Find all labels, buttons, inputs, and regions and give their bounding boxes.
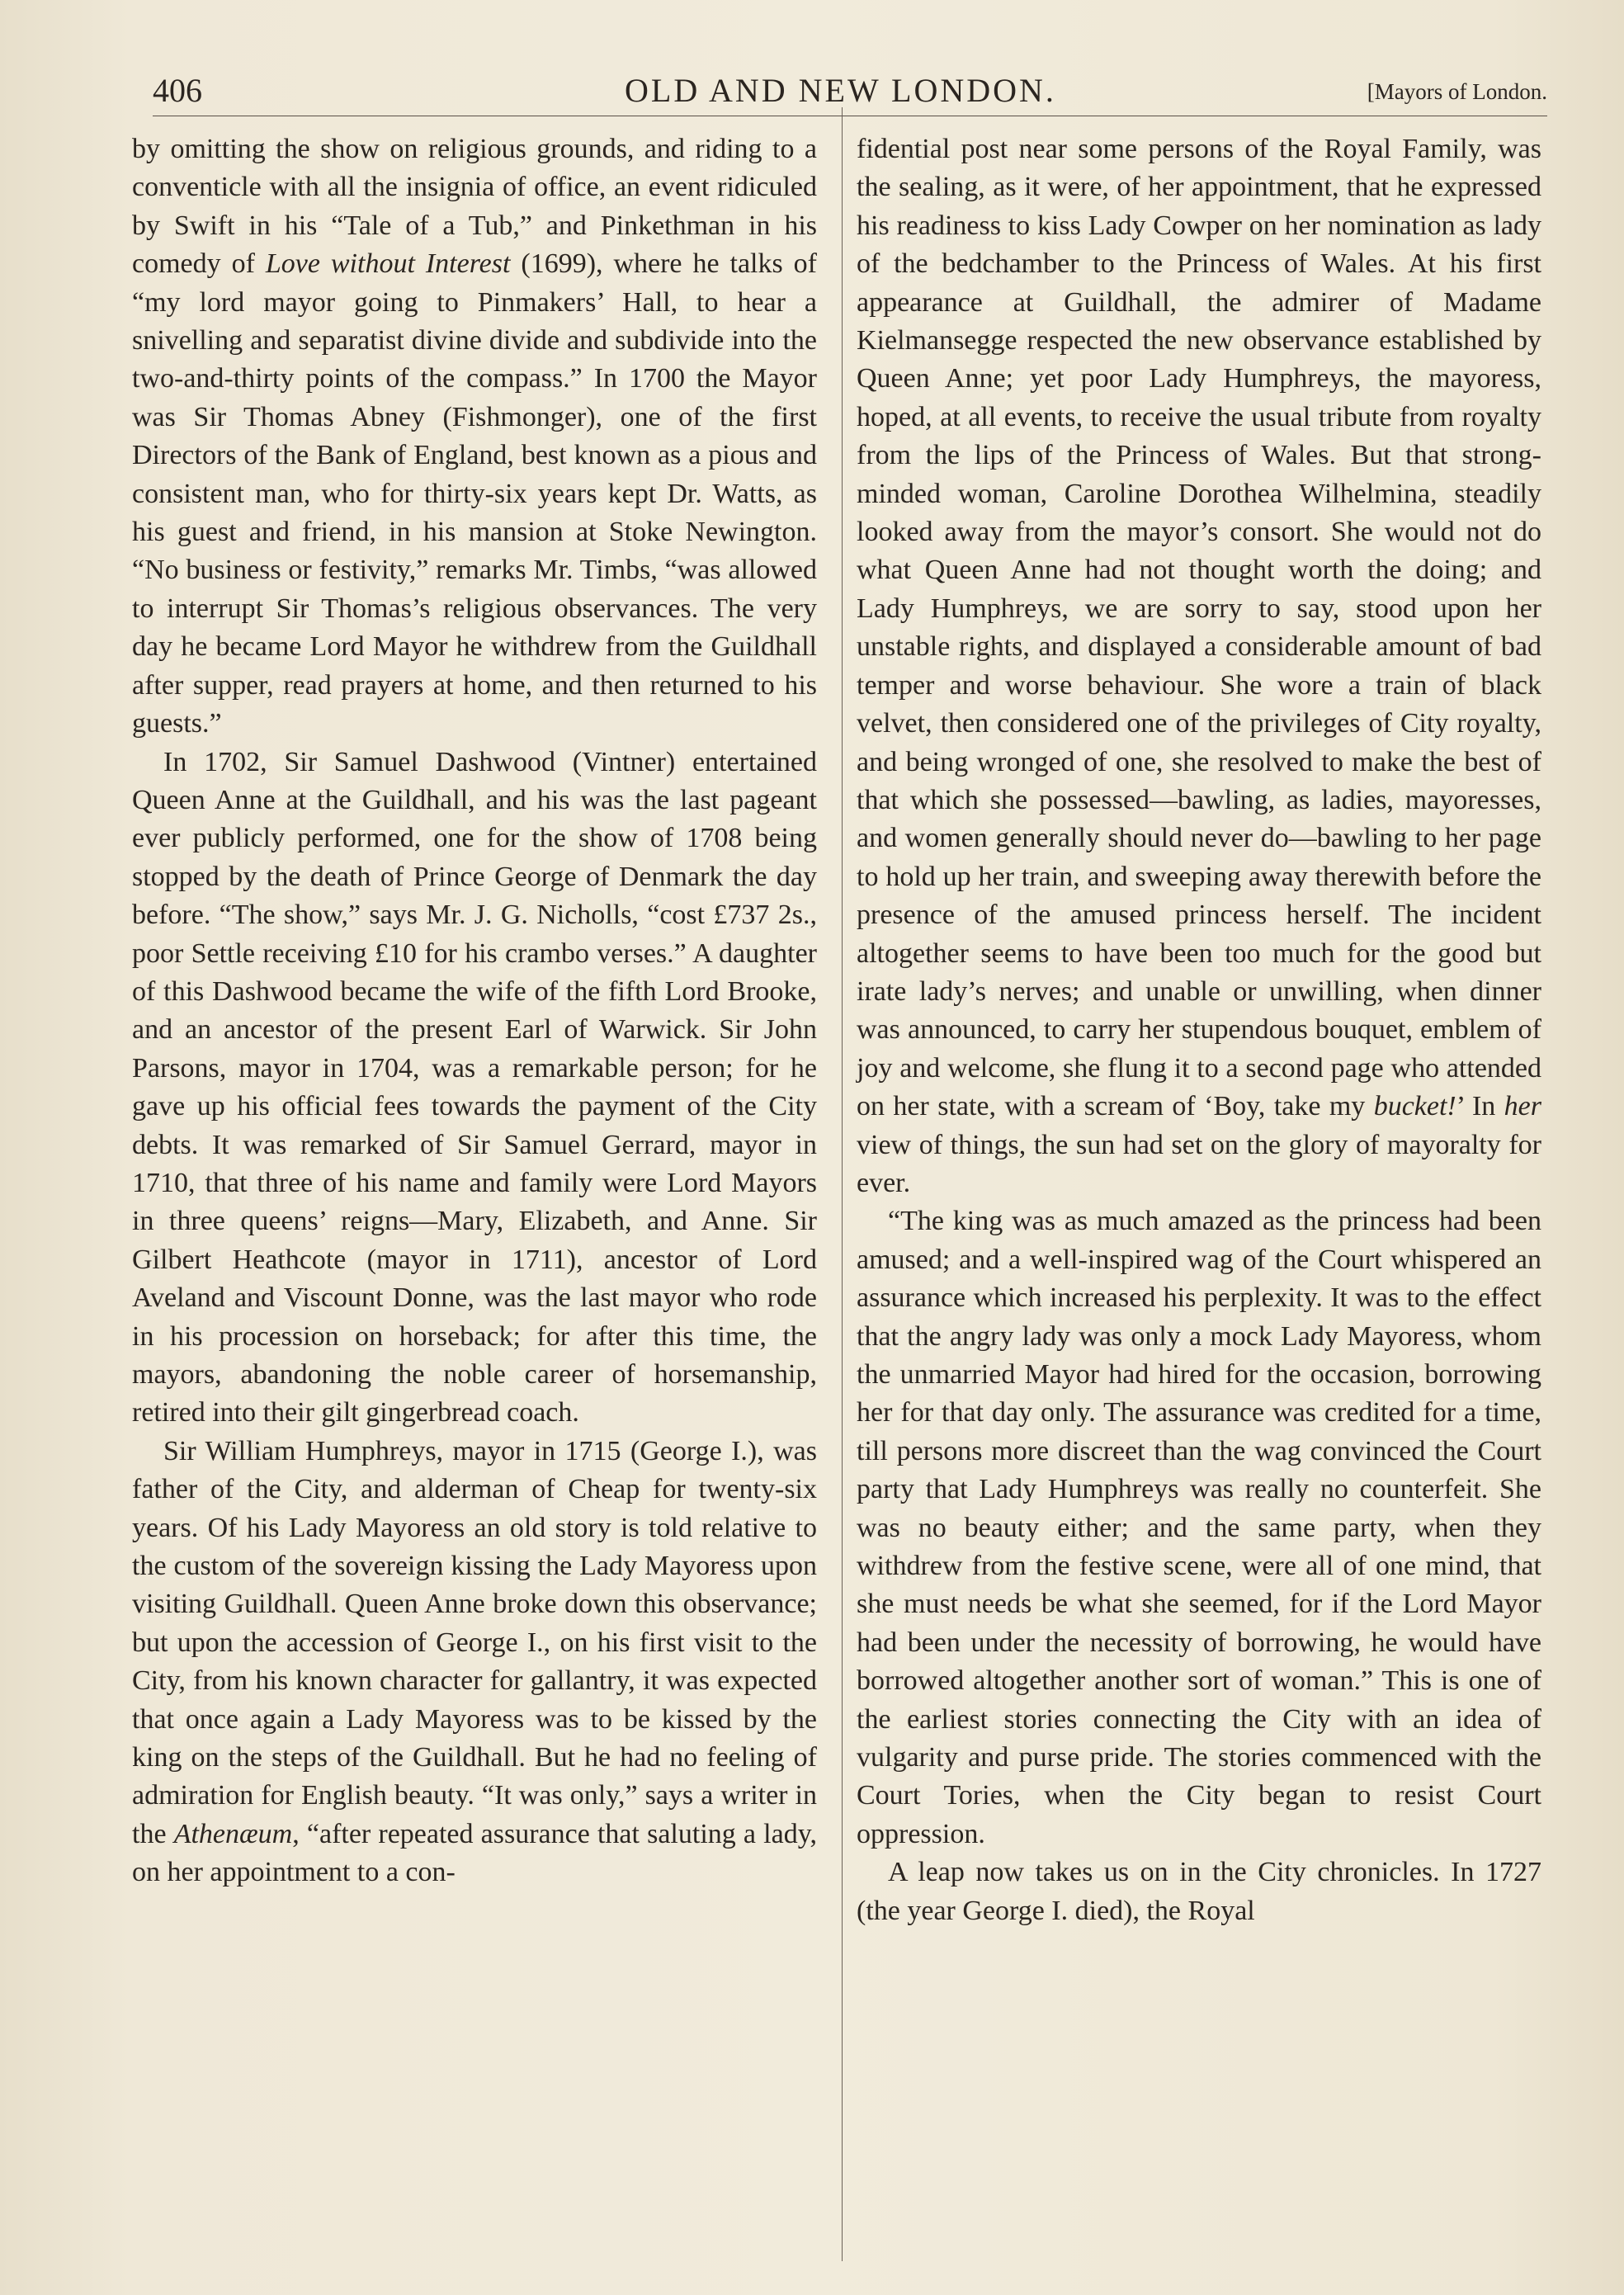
text-run: ’ In	[1456, 1091, 1504, 1122]
right-column	[857, 130, 1541, 1930]
column-divider	[842, 107, 843, 2261]
text-run: , “after repeated assurance that saluting a lady, on her appointment to a con-	[132, 1818, 817, 1888]
italic-title: Athenæum	[173, 1818, 293, 1849]
italic-word: her	[1504, 1091, 1541, 1122]
page-number: 406	[153, 72, 202, 109]
text-run: (1699), where he talks of “my lord mayor going to Pinmakers’ Hall, to hear a snivelling and separatist divine divide and subdivide into the two-and-thirty points of the compass.” In 1700 the Mayor was Sir Thomas Abney (Fishmonger), one of the first Directors of the Bank of England, best known as a pious and consistent man, who for thirty-six years kept Dr. Watts, as his guest and friend, in his mansion at Stoke Newington. “No business or festivity,” remarks Mr. Timbs, “was allowed to interrupt Sir Thomas’s religious observances. The very day he became Lord Mayor he withdrew from the Guildhall after supper, read prayers at home, and then returned to his guests.”	[132, 248, 817, 739]
italic-word: bucket!	[1373, 1091, 1456, 1122]
page-header	[153, 66, 1547, 116]
paragraph	[132, 130, 817, 744]
text-run: view of things, the sun had set on the glory of mayoralty for ever.	[857, 1129, 1541, 1198]
paragraph	[857, 130, 1541, 1202]
running-title: OLD AND NEW LONDON.	[625, 72, 1056, 109]
paragraph: In 1702, Sir Samuel Dashwood (Vintner) entertained Queen Anne at the Guildhall, and his was the last pageant ever publicly performed, one for the show of 1708 being stopped by the death of Prince George of Denmark the day before. “The show,” says Mr. J. G. Nicholls, “cost £737 2s., poor Settle receiving £10 for his crambo verses.” A daughter of this Dashwood became the wife of the fifth Lord Brooke, and an ancestor of the present Earl of Warwick. Sir John Parsons, mayor in 1704, was a remarkable person; for he gave up his official fees towards the payment of the City debts. It was remarked of Sir Samuel Gerrard, mayor in 1710, that three of his name and family were Lord Mayors in three queens’ reigns—Mary, Elizabeth, and Anne. Sir Gilbert Heathcote (mayor in 1711), ancestor of Lord Aveland and Viscount Donne, was the last mayor who rode in his procession on horseback; for after this time, the mayors, abandoning the noble career of horsemanship, retired into their gilt gingerbread coach.	[132, 746, 817, 1428]
text-run: by omitting the show on religious grounds, and riding to a conventicle with all the insignia of office, an event ridiculed by Swift in his “Tale of a Tub,” and Pinkethman in his comedy of	[132, 134, 817, 280]
text-run: Sir William Humphreys, mayor in 1715 (George I.), was father of the City, and alderman of Cheap for twenty-six years. Of his Lady Mayoress an old story is told relative to the custom of the sovereign kissing the Lady Mayoress upon visiting Guildhall. Queen Anne broke down this observance; but upon the accession of George I., on his first visit to the City, from his known character for gallantry, it was expected that once again a Lady Mayoress was to be kissed by the king on the steps of the Guildhall. But he had no feeling of admiration for English beauty. “It was only,” says a writer in the	[132, 1435, 817, 1849]
section-title: [Mayors of London.	[1367, 79, 1547, 104]
paragraph	[132, 1433, 817, 1892]
paragraph: A leap now takes us on in the City chronicles. In 1727 (the year George I. died), the Royal	[857, 1857, 1541, 1926]
text-run: fidential post near some persons of the Royal Family, was the sealing, as it were, of her appointment, that he expressed his readiness to kiss Lady Cowper on her nomination as lady of the bedchamber to the Princess of Wales. At his first appearance at Guildhall, the admirer of Madame Kielmansegge respected the new observance established by Queen Anne; yet poor Lady Humphreys, the mayoress, hoped, at all events, to receive the usual tribute from royalty from the lips of the Princess of Wales. But that strong-minded woman, Caroline Dorothea Wilhelmina, steadily looked away from the mayor’s consort. She would not do what Queen Anne had not thought worth the doing; and Lady Humphreys, we are sorry to say, stood upon her unstable rights, and displayed a considerable amount of bad temper and worse behaviour. She wore a train of black velvet, then considered one of the privileges of City royalty, and being wronged of one, she resolved to make the best of that which she possessed—bawling, as ladies, mayoresses, and women generally should never do—bawling to her page to hold up her train, and sweeping away therewith before the presence of the amused princess herself. The incident altogether seems to have been too much for the good but irate lady’s nerves; and unable or unwilling, when dinner was announced, to carry her stupendous bouquet, emblem of joy and welcome, she flung it to a second page who attended on her state, with a scream of ‘Boy, take my	[857, 134, 1541, 1122]
paragraph: “The king was as much amazed as the princess had been amused; and a well-inspired wag of the Court whispered an assurance which increased his perplexity. It was to the effect that the angry lady was only a mock Lady Mayoress, whom the unmarried Mayor had hired for the occasion, borrowing her for that day only. The assurance was credited for a time, till persons more discreet than the wag convinced the Court party that Lady Humphreys was really no counterfeit. She was no beauty either; and the same party, when they withdrew from the festive scene, were all of one mind, that she must needs be what she seemed, for if the Lord Mayor had been under the necessity of borrowing, he would have borrowed altogether another sort of woman.” This is one of the earliest stories connecting the City with an idea of vulgarity and purse pride. The stories commenced with the Court Tories, when the City began to resist Court oppression.	[857, 1206, 1541, 1849]
left-column	[132, 130, 817, 1892]
italic-title: Love without Interest	[265, 248, 511, 280]
